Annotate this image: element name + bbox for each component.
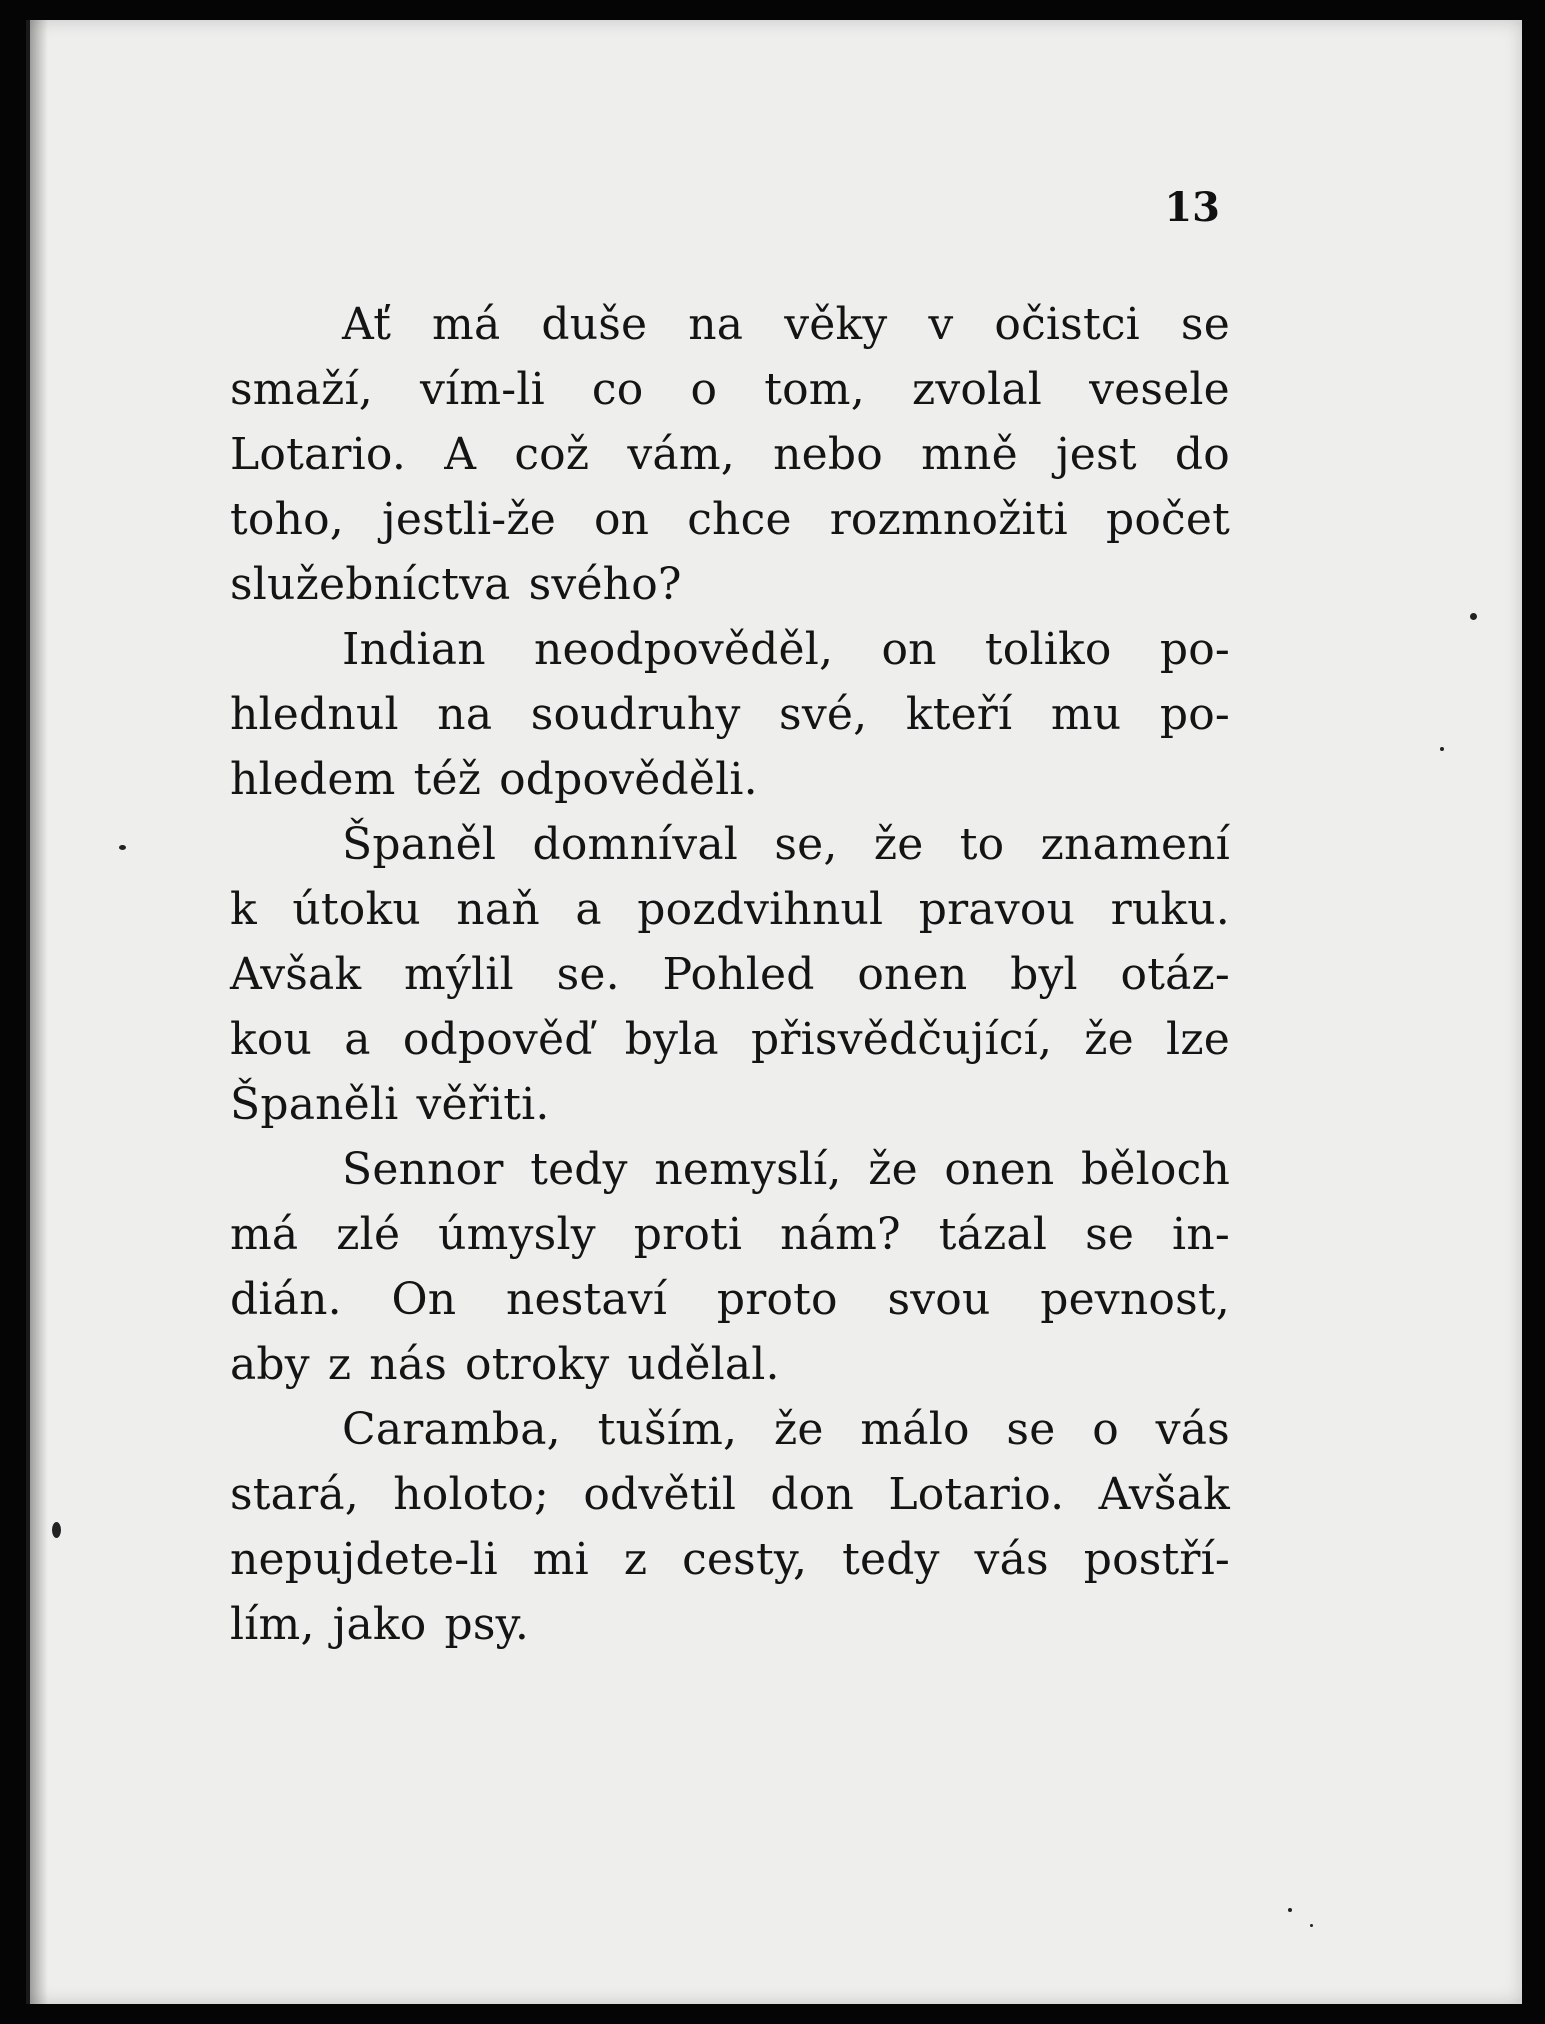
- text-word: vám,: [627, 429, 735, 480]
- text-word: nepujdete-li: [230, 1534, 498, 1585]
- text-word: což: [514, 429, 590, 480]
- text-line: [230, 552, 1230, 617]
- text-word: pevnost,: [1040, 1274, 1230, 1325]
- text-word: Pohled: [662, 949, 815, 1000]
- text-word: on: [881, 624, 937, 675]
- text-word: do: [1174, 429, 1230, 480]
- text-word: odvětil: [583, 1469, 737, 1520]
- text-line: [230, 682, 1230, 747]
- scan-speck: [1470, 613, 1477, 620]
- text-word: že: [873, 819, 924, 870]
- text-word: po-: [1159, 689, 1230, 740]
- text-word: a: [344, 1014, 371, 1065]
- text-word: svou: [887, 1274, 991, 1325]
- text-word: se,: [774, 819, 838, 870]
- text-line: [230, 1267, 1230, 1332]
- text-line: [230, 1527, 1230, 1592]
- text-word: vás: [974, 1534, 1049, 1585]
- text-word: stará,: [230, 1469, 359, 1520]
- book-page: [26, 20, 1522, 2004]
- text-word: proto: [716, 1274, 838, 1325]
- text-line: [230, 1592, 1230, 1657]
- text-word: tedy: [842, 1534, 940, 1585]
- text-word: úmysly: [438, 1209, 596, 1260]
- text-word: na: [437, 689, 493, 740]
- text-word: též: [413, 754, 482, 805]
- scan-speck: [1440, 747, 1444, 751]
- text-word: onen: [857, 949, 968, 1000]
- scan-speck: [52, 1522, 61, 1538]
- text-word: hledem: [230, 754, 396, 805]
- text-word: toliko: [984, 624, 1112, 675]
- text-word: hlednul: [230, 689, 399, 740]
- text-line: [230, 422, 1230, 487]
- text-word: odpověděli.: [499, 754, 758, 805]
- text-word: pozdvihnul: [637, 884, 884, 935]
- text-word: A: [444, 429, 477, 480]
- text-word: služebníctva: [230, 559, 511, 610]
- text-word: ruku.: [1110, 884, 1230, 935]
- text-word: z: [327, 1339, 352, 1390]
- text-word: byla: [624, 1014, 719, 1065]
- text-word: rozmnožiti: [829, 494, 1068, 545]
- text-line: [230, 1072, 1230, 1137]
- text-word: postří-: [1083, 1534, 1230, 1585]
- text-word: věky: [784, 299, 888, 350]
- text-word: On: [391, 1274, 457, 1325]
- text-word: Indian: [342, 624, 486, 675]
- page-binding-shadow: [30, 20, 48, 2004]
- text-word: Ať: [342, 299, 392, 350]
- text-word: svého?: [528, 559, 682, 610]
- text-word: Caramba,: [342, 1404, 561, 1455]
- text-word: o: [1092, 1404, 1119, 1455]
- text-word: mýlil: [404, 949, 514, 1000]
- text-word: cesty,: [682, 1534, 808, 1585]
- text-word: kteří: [905, 689, 1013, 740]
- text-word: chce: [687, 494, 792, 545]
- text-word: jestli-že: [382, 494, 556, 545]
- text-word: nám?: [780, 1209, 901, 1260]
- text-word: jest: [1055, 429, 1137, 480]
- text-word: tázal: [938, 1209, 1048, 1260]
- text-word: o: [690, 364, 718, 415]
- text-word: má: [432, 299, 501, 350]
- text-line: [230, 617, 1230, 682]
- text-word: soudruhy: [530, 689, 741, 740]
- text-word: běloch: [1081, 1144, 1230, 1195]
- text-word: udělal.: [627, 1339, 780, 1390]
- text-line: [230, 487, 1230, 552]
- text-line: [230, 1462, 1230, 1527]
- text-word: se: [1180, 299, 1230, 350]
- text-word: tuším,: [597, 1404, 738, 1455]
- text-word: tom,: [764, 364, 865, 415]
- text-word: se.: [556, 949, 620, 1000]
- text-word: byl: [1010, 949, 1078, 1000]
- text-word: počet: [1105, 494, 1230, 545]
- text-word: in-: [1172, 1209, 1230, 1260]
- text-line: [230, 747, 1230, 812]
- scan-speck: [119, 845, 126, 850]
- text-word: má: [230, 1209, 299, 1260]
- text-line: [230, 1332, 1230, 1397]
- text-word: aby: [230, 1339, 310, 1390]
- text-word: své,: [779, 689, 868, 740]
- text-line: [230, 1007, 1230, 1072]
- text-word: otroky: [465, 1339, 610, 1390]
- text-line: [230, 877, 1230, 942]
- text-word: nás: [369, 1339, 448, 1390]
- text-line: [230, 1202, 1230, 1267]
- text-word: don: [770, 1469, 855, 1520]
- text-word: zvolal: [911, 364, 1043, 415]
- text-word: Španěli: [230, 1079, 399, 1130]
- text-word: dián.: [230, 1274, 342, 1325]
- text-word: psy.: [444, 1599, 530, 1650]
- text-word: vás: [1155, 1404, 1230, 1455]
- text-line: [230, 357, 1230, 422]
- text-word: věřiti.: [416, 1079, 550, 1130]
- text-word: Avšak: [230, 949, 362, 1000]
- text-word: smaží,: [230, 364, 373, 415]
- text-word: on: [593, 494, 650, 545]
- text-word: otáz-: [1120, 949, 1230, 1000]
- text-word: lím,: [230, 1599, 315, 1650]
- text-word: nemyslí,: [654, 1144, 842, 1195]
- text-word: v: [928, 299, 954, 350]
- text-word: domníval: [532, 819, 739, 870]
- text-word: to: [959, 819, 1005, 870]
- text-word: vesele: [1089, 364, 1230, 415]
- text-word: útoku: [292, 884, 421, 935]
- text-word: Sennor: [342, 1144, 504, 1195]
- text-line: [230, 942, 1230, 1007]
- text-word: po-: [1159, 624, 1230, 675]
- text-word: neodpověděl,: [533, 624, 834, 675]
- text-line: [230, 1397, 1230, 1462]
- text-word: tedy: [530, 1144, 628, 1195]
- text-word: přisvědčující,: [751, 1014, 1053, 1065]
- text-word: holoto;: [393, 1469, 550, 1520]
- text-word: proti: [633, 1209, 743, 1260]
- text-word: onen: [944, 1144, 1055, 1195]
- text-word: se: [1006, 1404, 1056, 1455]
- text-word: zlé: [336, 1209, 401, 1260]
- text-word: duše: [541, 299, 648, 350]
- text-line: [230, 292, 1230, 357]
- text-word: mu: [1050, 689, 1122, 740]
- text-line: [230, 1137, 1230, 1202]
- text-word: z: [623, 1534, 648, 1585]
- text-word: mi: [532, 1534, 589, 1585]
- text-word: nestaví: [505, 1274, 668, 1325]
- text-word: k: [230, 884, 257, 935]
- text-word: co: [591, 364, 644, 415]
- text-word: jako: [332, 1599, 427, 1650]
- text-word: vím-li: [420, 364, 545, 415]
- text-word: lze: [1166, 1014, 1230, 1065]
- text-word: málo: [860, 1404, 970, 1455]
- text-word: Avšak: [1098, 1469, 1230, 1520]
- text-word: Lotario.: [888, 1469, 1065, 1520]
- text-word: že: [868, 1144, 918, 1195]
- text-word: Lotario.: [230, 429, 407, 480]
- text-word: toho,: [230, 494, 344, 545]
- text-word: že: [773, 1404, 824, 1455]
- text-line: [230, 812, 1230, 877]
- text-word: naň: [456, 884, 540, 935]
- text-word: a: [575, 884, 602, 935]
- story-text: [230, 292, 1230, 1657]
- text-word: odpověď: [402, 1014, 593, 1065]
- page-number: 13: [1164, 184, 1220, 231]
- text-word: na: [688, 299, 744, 350]
- text-word: že: [1084, 1014, 1134, 1065]
- text-word: Španěl: [342, 819, 497, 870]
- text-word: mně: [921, 429, 1018, 480]
- text-word: se: [1085, 1209, 1135, 1260]
- text-word: pravou: [918, 884, 1076, 935]
- text-word: kou: [230, 1014, 313, 1065]
- scan-speck: [1310, 1924, 1313, 1927]
- scan-speck: [1288, 1908, 1292, 1912]
- text-word: očistci: [994, 299, 1140, 350]
- text-word: nebo: [773, 429, 883, 480]
- text-word: znamení: [1040, 819, 1230, 870]
